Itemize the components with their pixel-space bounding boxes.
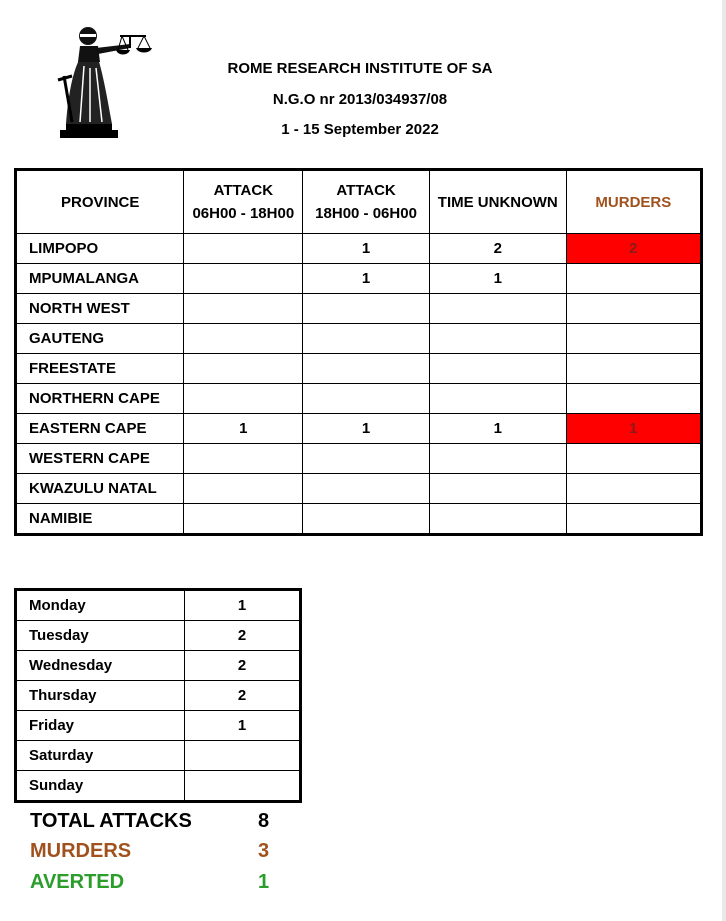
day-cell: Monday bbox=[16, 590, 185, 621]
total-attacks-value: 8 bbox=[258, 810, 270, 832]
attack-night-cell bbox=[303, 324, 430, 354]
time-unknown-cell bbox=[429, 294, 566, 324]
day-count-cell bbox=[185, 771, 301, 802]
table-row bbox=[16, 741, 301, 771]
table-row bbox=[16, 474, 702, 504]
attack-day-cell bbox=[184, 474, 303, 504]
table-row bbox=[16, 681, 301, 711]
total-averted-value: 1 bbox=[258, 871, 270, 893]
time-unknown-cell: 1 bbox=[429, 264, 566, 294]
page-edge bbox=[722, 0, 726, 921]
col-attack-night bbox=[303, 170, 430, 234]
col-attack-night-line2: 18H00 - 06H00 bbox=[315, 205, 417, 222]
province-cell: NAMIBIE bbox=[16, 504, 184, 535]
day-cell: Friday bbox=[16, 711, 185, 741]
attack-night-cell bbox=[303, 384, 430, 414]
day-cell: Thursday bbox=[16, 681, 185, 711]
table-row bbox=[16, 504, 702, 535]
day-count-cell: 1 bbox=[185, 590, 301, 621]
col-attack-day-line2: 06H00 - 18H00 bbox=[192, 205, 295, 222]
table-row bbox=[16, 444, 702, 474]
total-attacks-label: TOTAL ATTACKS bbox=[30, 810, 192, 832]
day-cell: Tuesday bbox=[16, 621, 185, 651]
attack-day-cell bbox=[184, 264, 303, 294]
table-row bbox=[16, 771, 301, 802]
table-row bbox=[16, 324, 702, 354]
murders-cell bbox=[566, 264, 701, 294]
province-cell: NORTH WEST bbox=[16, 294, 184, 324]
weekday-attacks-table bbox=[14, 588, 302, 803]
attack-day-cell bbox=[184, 234, 303, 264]
day-cell: Wednesday bbox=[16, 651, 185, 681]
attack-day-cell bbox=[184, 384, 303, 414]
table-header-row bbox=[16, 170, 702, 234]
col-murders: MURDERS bbox=[566, 170, 701, 234]
report-period: 1 - 15 September 2022 bbox=[281, 121, 439, 138]
attack-night-cell bbox=[303, 354, 430, 384]
attack-day-cell bbox=[184, 504, 303, 535]
col-time-unknown: TIME UNKNOWN bbox=[429, 170, 566, 234]
table-row bbox=[16, 294, 702, 324]
total-averted-label: AVERTED bbox=[30, 871, 125, 893]
col-attack-day-line1: ATTACK bbox=[213, 182, 274, 199]
col-province: PROVINCE bbox=[16, 170, 184, 234]
attack-night-cell: 1 bbox=[303, 414, 430, 444]
time-unknown-cell bbox=[429, 474, 566, 504]
attack-day-cell bbox=[184, 324, 303, 354]
attack-night-cell bbox=[303, 444, 430, 474]
table-row bbox=[16, 651, 301, 681]
table-row bbox=[16, 414, 702, 444]
province-cell: EASTERN CAPE bbox=[16, 414, 184, 444]
table-row bbox=[16, 621, 301, 651]
lady-justice-icon bbox=[50, 18, 160, 140]
day-count-cell: 2 bbox=[185, 651, 301, 681]
attack-night-cell: 1 bbox=[303, 264, 430, 294]
province-cell: FREESTATE bbox=[16, 354, 184, 384]
table-row bbox=[16, 711, 301, 741]
attack-day-cell bbox=[184, 354, 303, 384]
murders-cell bbox=[566, 444, 701, 474]
col-attack-day bbox=[184, 170, 303, 234]
province-cell: WESTERN CAPE bbox=[16, 444, 184, 474]
murders-cell: 2 bbox=[566, 234, 701, 264]
attack-night-cell bbox=[303, 294, 430, 324]
day-count-cell bbox=[185, 741, 301, 771]
time-unknown-cell bbox=[429, 324, 566, 354]
province-cell: LIMPOPO bbox=[16, 234, 184, 264]
time-unknown-cell bbox=[429, 354, 566, 384]
province-cell: KWAZULU NATAL bbox=[16, 474, 184, 504]
time-unknown-cell: 1 bbox=[429, 414, 566, 444]
day-count-cell: 2 bbox=[185, 681, 301, 711]
day-count-cell: 1 bbox=[185, 711, 301, 741]
attack-night-cell bbox=[303, 474, 430, 504]
attack-night-cell: 1 bbox=[303, 234, 430, 264]
murders-cell bbox=[566, 324, 701, 354]
province-attacks-table bbox=[14, 168, 703, 536]
day-cell: Sunday bbox=[16, 771, 185, 802]
time-unknown-cell: 2 bbox=[429, 234, 566, 264]
attack-night-cell bbox=[303, 504, 430, 535]
murders-cell bbox=[566, 504, 701, 535]
total-murders-label: MURDERS bbox=[30, 840, 132, 862]
day-cell: Saturday bbox=[16, 741, 185, 771]
murders-cell: 1 bbox=[566, 414, 701, 444]
col-attack-night-line1: ATTACK bbox=[336, 182, 396, 199]
total-murders-value: 3 bbox=[258, 840, 270, 862]
time-unknown-cell bbox=[429, 384, 566, 414]
province-cell: MPUMALANGA bbox=[16, 264, 184, 294]
murders-cell bbox=[566, 354, 701, 384]
table-row bbox=[16, 264, 702, 294]
province-cell: GAUTENG bbox=[16, 324, 184, 354]
org-name: ROME RESEARCH INSTITUTE OF SA bbox=[227, 60, 493, 77]
table-row bbox=[16, 234, 702, 264]
murders-cell bbox=[566, 294, 701, 324]
time-unknown-cell bbox=[429, 504, 566, 535]
ngo-number: N.G.O nr 2013/034937/08 bbox=[272, 91, 448, 108]
table-row bbox=[16, 384, 702, 414]
attack-day-cell: 1 bbox=[184, 414, 303, 444]
table-row bbox=[16, 590, 301, 621]
murders-cell bbox=[566, 474, 701, 504]
table-row bbox=[16, 354, 702, 384]
day-count-cell: 2 bbox=[185, 621, 301, 651]
attack-day-cell bbox=[184, 294, 303, 324]
attack-day-cell bbox=[184, 444, 303, 474]
time-unknown-cell bbox=[429, 444, 566, 474]
province-cell: NORTHERN CAPE bbox=[16, 384, 184, 414]
murders-cell bbox=[566, 384, 701, 414]
